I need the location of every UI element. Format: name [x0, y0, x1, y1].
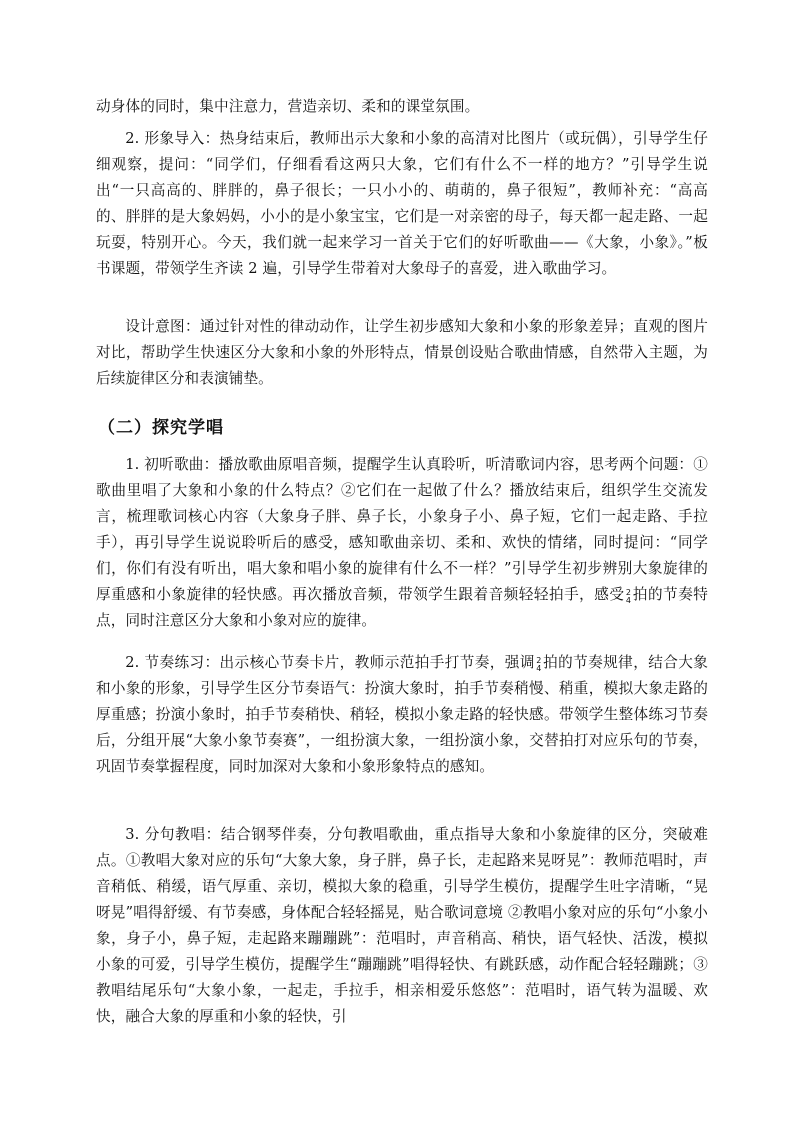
- time-signature: [625, 589, 631, 605]
- paragraph-intro-continuation: [96, 94, 708, 120]
- paragraph-text-part: 拍的节奏特点，同时注意区分大象和小象对应的旋律。: [96, 586, 708, 629]
- paragraph-text: 2. 形象导入：热身结束后，教师出示大象和小象的高清对比图片（或玩偶），引导学生仔细观察，提问：“同学们，仔细看看这两只大象，它们有什么不一样的地方？”引导学生说出“一只高高的、胖胖的，鼻子很长；一只小小的、萌萌的，鼻子很短”，教师补充：“高高的、胖胖的是大象妈妈，小小的是小象宝宝，它们是一对亲密的母子，每天都一起走路、一起玩耍，特别开心。今天，我们就一起来学习一首关于它们的好听歌曲——《大象，小象》。”板书课题，带领学生齐读 2 遍，引导学生带着对大象母子的喜爱，进入歌曲学习。: [96, 130, 708, 277]
- time-signature: [536, 657, 542, 673]
- time-signature-denominator: 4: [536, 664, 542, 673]
- paragraph-design-intent: [96, 314, 708, 392]
- paragraph-first-listening: [96, 452, 708, 634]
- paragraph-text: [96, 650, 708, 780]
- paragraph-warmup-end: 动身体的同时，集中注意力，营造亲切、柔和的课堂氛围。: [96, 98, 480, 115]
- paragraph-text: 设计意图：通过针对性的律动动作，让学生初步感知大象和小象的形象差异；直观的图片对比，帮助学生快速区分大象和小象的外形特点，情景创设贴合歌曲情感，自然带入主题，为后续旋律区分和表演铺垫。: [96, 318, 708, 387]
- paragraph-image-introduction: [96, 126, 708, 282]
- paragraph-phrase-teaching: [96, 822, 708, 1030]
- time-signature-denominator: 4: [625, 596, 632, 605]
- paragraph-rhythm-practice: [96, 650, 708, 780]
- paragraph-text-part: 1. 初听歌曲：播放歌曲原唱音频，提醒学生认真聆听，听清歌词内容，思考两个问题：①歌曲里唱了大象和小象的什么特点？②它们在一起做了什么？播放结束后，组织学生交流发言，梳理歌词核心内容（大象身子胖、鼻子长，小象身子小、鼻子短，它们一起走路、手拉手），再引导学生说说聆听后的感受，感知歌曲亲切、柔和、欢快的情绪，同时提问：“同学们，你们有没有听出，唱大象和唱小象的旋律有什么不一样？”引导学生初步辨别大象旋律的厚重感和小象旋律的轻快感。再次播放音频，带领学生跟着音频轻轻拍手，感受: [96, 456, 708, 603]
- paragraph-text-part: 2. 节奏练习：出示核心节奏卡片，教师示范拍手打节奏，强调: [125, 654, 535, 671]
- paragraph-text: [96, 452, 708, 634]
- time-signature-numerator: 2: [625, 588, 632, 597]
- section-heading: （二）探究学唱: [98, 418, 224, 438]
- time-signature-numerator: 2: [536, 656, 542, 665]
- paragraph-text: 3. 分句教唱：结合钢琴伴奏，分句教唱歌曲，重点指导大象和小象旋律的区分，突破难点。①教唱大象对应的乐句“大象大象，身子胖，鼻子长，走起路来晃呀晃”：教师范唱时，声音稍低、稍缓，语气厚重、亲切，模拟大象的稳重，引导学生模仿，提醒学生吐字清晰，“晃呀晃”唱得舒缓、有节奏感，身体配合轻轻摇晃，贴合歌词意境 ②教唱小象对应的乐句“小象小象，身子小，鼻子短，走起路来蹦蹦跳”：范唱时，声音稍高、稍快，语气轻快、活泼，模拟小象的可爱，引导学生模仿，提醒学生“蹦蹦跳”唱得轻快、有跳跃感，动作配合轻轻蹦跳；③教唱结尾乐句“大象小象，一起走，手拉手，相亲相爱乐悠悠”：范唱时，语气转为温暖、欢快，融合大象的厚重和小象的轻快，引: [96, 826, 708, 1025]
- paragraph-text-part: 拍的节奏规律，结合大象和小象的形象，引导学生区分节奏语气：扮演大象时，拍手节奏稍慢、稍重，模拟大象走路的厚重感；扮演小象时，拍手节奏稍快、稍轻，模拟小象走路的轻快感。带领学生整体练习节奏后，分组开展“大象小象节奏赛”，一组扮演大象，一组扮演小象，交替拍打对应乐句的节奏，巩固节奏掌握程度，同时加深对大象和小象形象特点的感知。: [96, 654, 708, 775]
